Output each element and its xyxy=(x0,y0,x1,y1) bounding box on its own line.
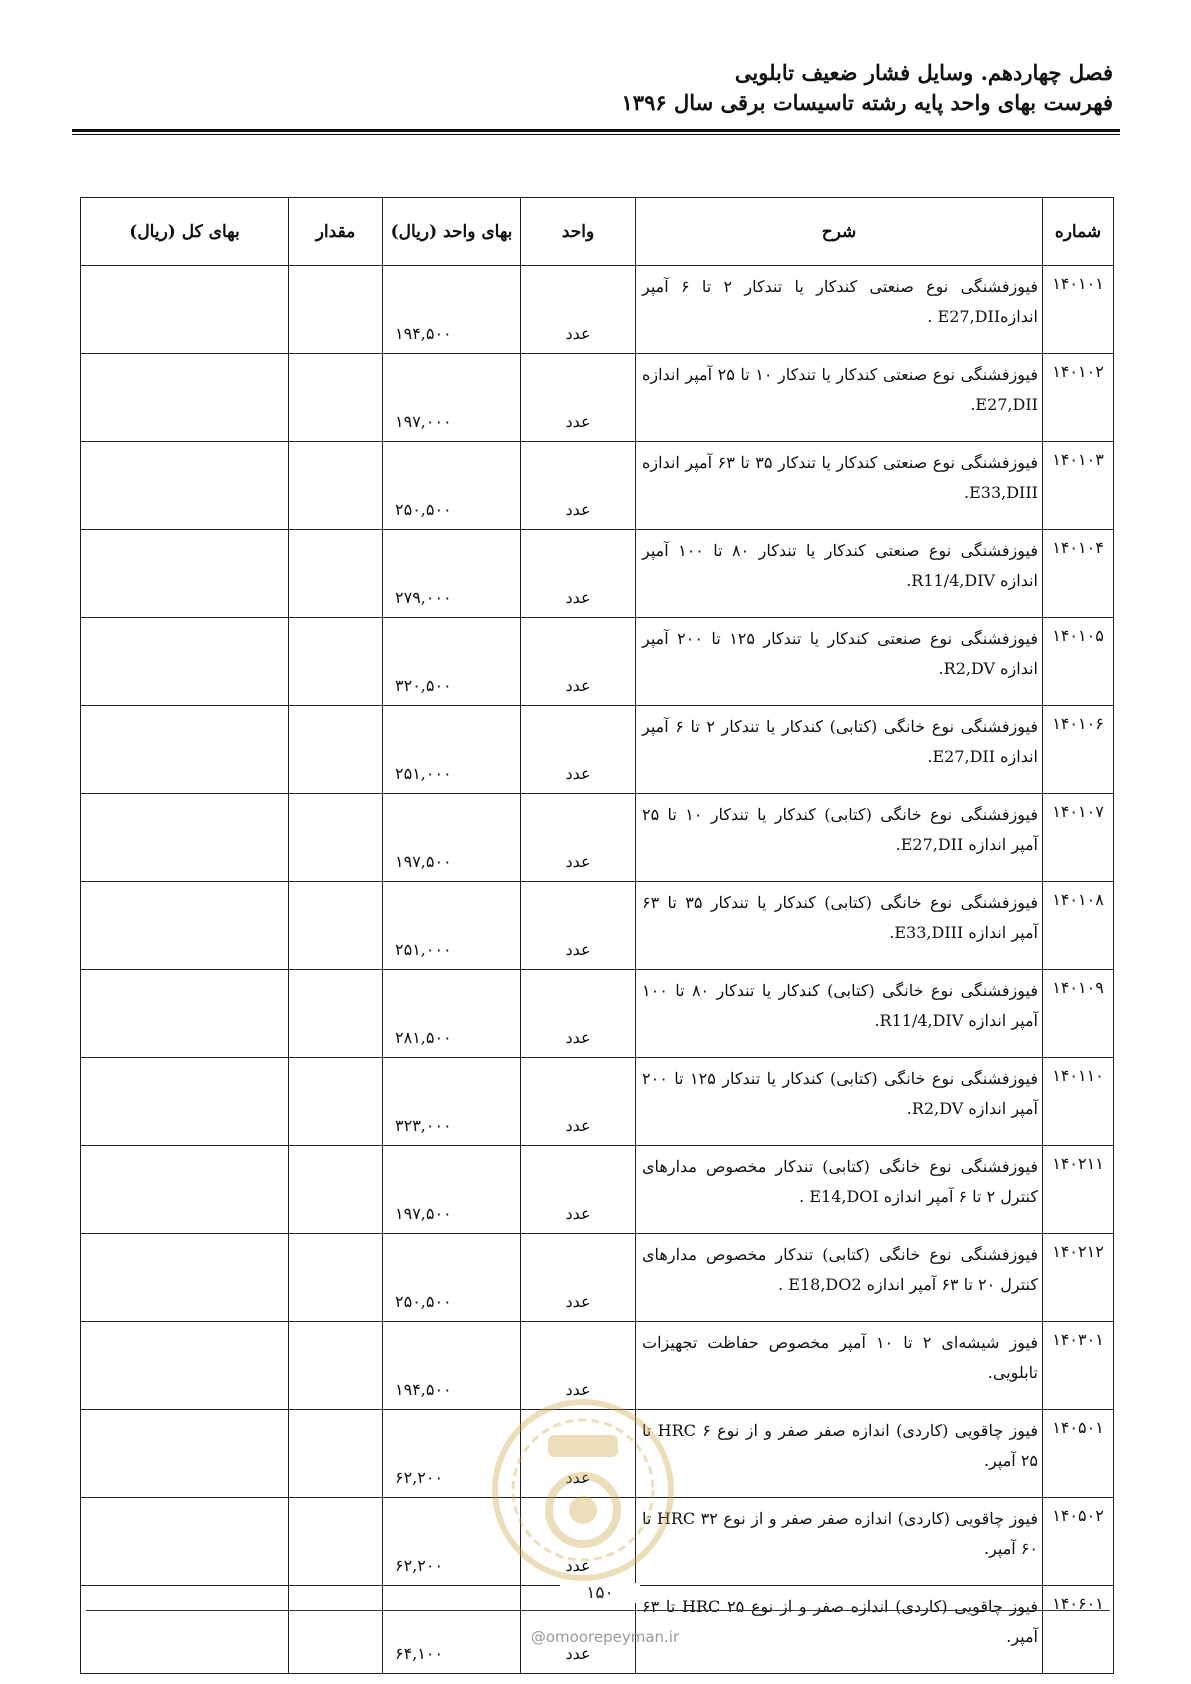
row-unit: عدد xyxy=(521,266,636,354)
row-number: ۱۴۰۱۰۵ xyxy=(1043,618,1114,706)
table-row xyxy=(81,706,1114,794)
row-unit: عدد xyxy=(521,354,636,442)
row-quantity xyxy=(289,1498,383,1586)
col-header-number: شماره xyxy=(1043,198,1114,266)
row-total-price xyxy=(81,1322,289,1410)
row-number: ۱۴۰۱۱۰ xyxy=(1043,1058,1114,1146)
table-row xyxy=(81,354,1114,442)
row-unit: عدد xyxy=(521,1146,636,1234)
row-quantity xyxy=(289,442,383,530)
row-unit: عدد xyxy=(521,1586,636,1674)
row-description: فیوزفشنگی نوع صنعتی کندکار یا تندکار ۱۰ تا ۲۵ آمپر اندازه E27,DII. xyxy=(636,354,1043,442)
row-description: فیوزفشنگی نوع خانگی (کتابی) کندکار یا تندکار ۸۰ تا ۱۰۰ آمپر اندازه R11/4,DIV. xyxy=(636,970,1043,1058)
row-description: فیوز چاقویی (کاردی) اندازه صفر و از نوع HRC ۲۵ تا ۶۳ آمپر. xyxy=(636,1586,1043,1674)
page-number: ۱۵۰ xyxy=(560,1583,640,1603)
col-header-description: شرح xyxy=(636,198,1043,266)
table-row xyxy=(81,794,1114,882)
row-description: فیوزفشنگی نوع خانگی (کتابی) کندکار یا تندکار ۱۰ تا ۲۵ آمپر اندازه E27,DII. xyxy=(636,794,1043,882)
row-unit-price: ۱۹۷,۵۰۰ xyxy=(383,1146,521,1234)
table-header-row xyxy=(81,198,1114,266)
row-number: ۱۴۰۱۰۲ xyxy=(1043,354,1114,442)
row-description: فیوزفشنگی نوع صنعتی کندکار یا تندکار ۲ تا ۶ آمپر اندازهE27,DII . xyxy=(636,266,1043,354)
row-quantity xyxy=(289,1586,383,1674)
row-quantity xyxy=(289,354,383,442)
row-total-price xyxy=(81,266,289,354)
row-unit: عدد xyxy=(521,442,636,530)
row-unit-price: ۲۷۹,۰۰۰ xyxy=(383,530,521,618)
row-number: ۱۴۰۱۰۳ xyxy=(1043,442,1114,530)
row-quantity xyxy=(289,530,383,618)
table-row xyxy=(81,1498,1114,1586)
row-description: فیوزفشنگی نوع خانگی (کتابی) کندکار یا تندکار ۲ تا ۶ آمپر اندازه E27,DII. xyxy=(636,706,1043,794)
table-row xyxy=(81,1058,1114,1146)
table-row xyxy=(81,970,1114,1058)
row-unit: عدد xyxy=(521,1410,636,1498)
footer-rule xyxy=(86,1610,1110,1611)
row-description: فیوزفشنگی نوع خانگی (کتابی) تندکار مخصوص مدارهای کنترل ۲۰ تا ۶۳ آمپر اندازه E18,DO2 . xyxy=(636,1234,1043,1322)
col-header-total-price: بهای کل (ریال) xyxy=(81,198,289,266)
row-total-price xyxy=(81,1058,289,1146)
row-number: ۱۴۰۱۰۴ xyxy=(1043,530,1114,618)
table-row xyxy=(81,530,1114,618)
row-unit: عدد xyxy=(521,1322,636,1410)
row-unit-price: ۱۹۴,۵۰۰ xyxy=(383,1322,521,1410)
row-description: فیوزفشنگی نوع صنعتی کندکار یا تندکار ۳۵ تا ۶۳ آمپر اندازه E33,DIII. xyxy=(636,442,1043,530)
row-unit-price: ۲۵۱,۰۰۰ xyxy=(383,882,521,970)
row-total-price xyxy=(81,1146,289,1234)
row-unit: عدد xyxy=(521,970,636,1058)
row-number: ۱۴۰۱۰۱ xyxy=(1043,266,1114,354)
row-description: فیوزفشنگی نوع خانگی (کتابی) کندکار یا تندکار ۱۲۵ تا ۲۰۰ آمپر اندازه R2,DV. xyxy=(636,1058,1043,1146)
price-table xyxy=(80,197,1114,1674)
row-description: فیوز شیشه‌ای ۲ تا ۱۰ آمپر مخصوص حفاظت تجهیزات تابلویی. xyxy=(636,1322,1043,1410)
row-total-price xyxy=(81,442,289,530)
row-total-price xyxy=(81,1586,289,1674)
row-total-price xyxy=(81,1234,289,1322)
row-unit: عدد xyxy=(521,618,636,706)
row-quantity xyxy=(289,706,383,794)
row-number: ۱۴۰۱۰۸ xyxy=(1043,882,1114,970)
row-quantity xyxy=(289,1058,383,1146)
row-unit-price: ۱۹۷,۰۰۰ xyxy=(383,354,521,442)
row-unit: عدد xyxy=(521,1058,636,1146)
row-quantity xyxy=(289,882,383,970)
row-quantity xyxy=(289,1410,383,1498)
row-unit-price: ۶۴,۱۰۰ xyxy=(383,1586,521,1674)
row-unit: عدد xyxy=(521,1234,636,1322)
row-number: ۱۴۰۱۰۶ xyxy=(1043,706,1114,794)
row-total-price xyxy=(81,970,289,1058)
row-unit-price: ۶۲,۲۰۰ xyxy=(383,1498,521,1586)
row-unit-price: ۲۵۱,۰۰۰ xyxy=(383,706,521,794)
col-header-quantity: مقدار xyxy=(289,198,383,266)
row-number: ۱۴۰۶۰۱ xyxy=(1043,1586,1114,1674)
row-unit: عدد xyxy=(521,530,636,618)
row-total-price xyxy=(81,1410,289,1498)
row-total-price xyxy=(81,1498,289,1586)
row-total-price xyxy=(81,618,289,706)
row-description: فیوزفشنگی نوع صنعتی کندکار یا تندکار ۸۰ تا ۱۰۰ آمپر اندازه R11/4,DIV. xyxy=(636,530,1043,618)
row-quantity xyxy=(289,794,383,882)
row-number: ۱۴۰۱۰۷ xyxy=(1043,794,1114,882)
row-total-price xyxy=(81,794,289,882)
page-header xyxy=(73,58,1113,118)
row-quantity xyxy=(289,1146,383,1234)
row-description: فیوزفشنگی نوع خانگی (کتابی) کندکار یا تندکار ۳۵ تا ۶۳ آمپر اندازه E33,DIII. xyxy=(636,882,1043,970)
row-unit-price: ۲۵۰,۵۰۰ xyxy=(383,442,521,530)
row-description: فیوز چاقویی (کاردی) اندازه صفر صفر و از نوع HRC ۶ تا ۲۵ آمپر. xyxy=(636,1410,1043,1498)
row-total-price xyxy=(81,706,289,794)
row-number: ۱۴۰۲۱۱ xyxy=(1043,1146,1114,1234)
row-total-price xyxy=(81,882,289,970)
row-quantity xyxy=(289,970,383,1058)
row-total-price xyxy=(81,530,289,618)
row-quantity xyxy=(289,1322,383,1410)
row-unit-price: ۳۲۳,۰۰۰ xyxy=(383,1058,521,1146)
header-rule-thin xyxy=(72,134,1120,135)
watermark-text: @omoorepeyman.ir xyxy=(530,1628,680,1646)
table-row xyxy=(81,1410,1114,1498)
row-description: فیوزفشنگی نوع صنعتی کندکار یا تندکار ۱۲۵ تا ۲۰۰ آمپر اندازه R2,DV. xyxy=(636,618,1043,706)
row-unit-price: ۱۹۷,۵۰۰ xyxy=(383,794,521,882)
row-unit: عدد xyxy=(521,882,636,970)
row-unit-price: ۱۹۴,۵۰۰ xyxy=(383,266,521,354)
chapter-title: فصل چهاردهم. وسایل فشار ضعیف تابلویی xyxy=(734,60,1113,85)
row-quantity xyxy=(289,1234,383,1322)
table-row xyxy=(81,1234,1114,1322)
row-number: ۱۴۰۲۱۲ xyxy=(1043,1234,1114,1322)
col-header-unit-price: بهای واحد (ریال) xyxy=(383,198,521,266)
row-unit-price: ۲۵۰,۵۰۰ xyxy=(383,1234,521,1322)
row-unit: عدد xyxy=(521,706,636,794)
row-quantity xyxy=(289,618,383,706)
row-number: ۱۴۰۳۰۱ xyxy=(1043,1322,1114,1410)
row-unit-price: ۶۲,۲۰۰ xyxy=(383,1410,521,1498)
col-header-unit: واحد xyxy=(521,198,636,266)
row-unit-price: ۲۸۱,۵۰۰ xyxy=(383,970,521,1058)
table-row xyxy=(81,442,1114,530)
row-number: ۱۴۰۱۰۹ xyxy=(1043,970,1114,1058)
table-row xyxy=(81,1322,1114,1410)
row-number: ۱۴۰۵۰۱ xyxy=(1043,1410,1114,1498)
row-unit: عدد xyxy=(521,794,636,882)
row-description: فیوز چاقویی (کاردی) اندازه صفر صفر و از نوع HRC ۳۲ تا ۶۰ آمپر. xyxy=(636,1498,1043,1586)
document-subtitle: فهرست بهای واحد پایه رشته تاسیسات برقی سال ۱۳۹۶ xyxy=(621,90,1113,115)
table-row xyxy=(81,266,1114,354)
table-row xyxy=(81,618,1114,706)
header-rule-thick xyxy=(72,129,1120,132)
row-total-price xyxy=(81,354,289,442)
table-row xyxy=(81,1146,1114,1234)
row-unit-price: ۳۲۰,۵۰۰ xyxy=(383,618,521,706)
row-description: فیوزفشنگی نوع خانگی (کتابی) تندکار مخصوص مدارهای کنترل ۲ تا ۶ آمپر اندازه E14,DOI . xyxy=(636,1146,1043,1234)
row-quantity xyxy=(289,266,383,354)
row-number: ۱۴۰۵۰۲ xyxy=(1043,1498,1114,1586)
table-row xyxy=(81,882,1114,970)
row-unit: عدد xyxy=(521,1498,636,1586)
